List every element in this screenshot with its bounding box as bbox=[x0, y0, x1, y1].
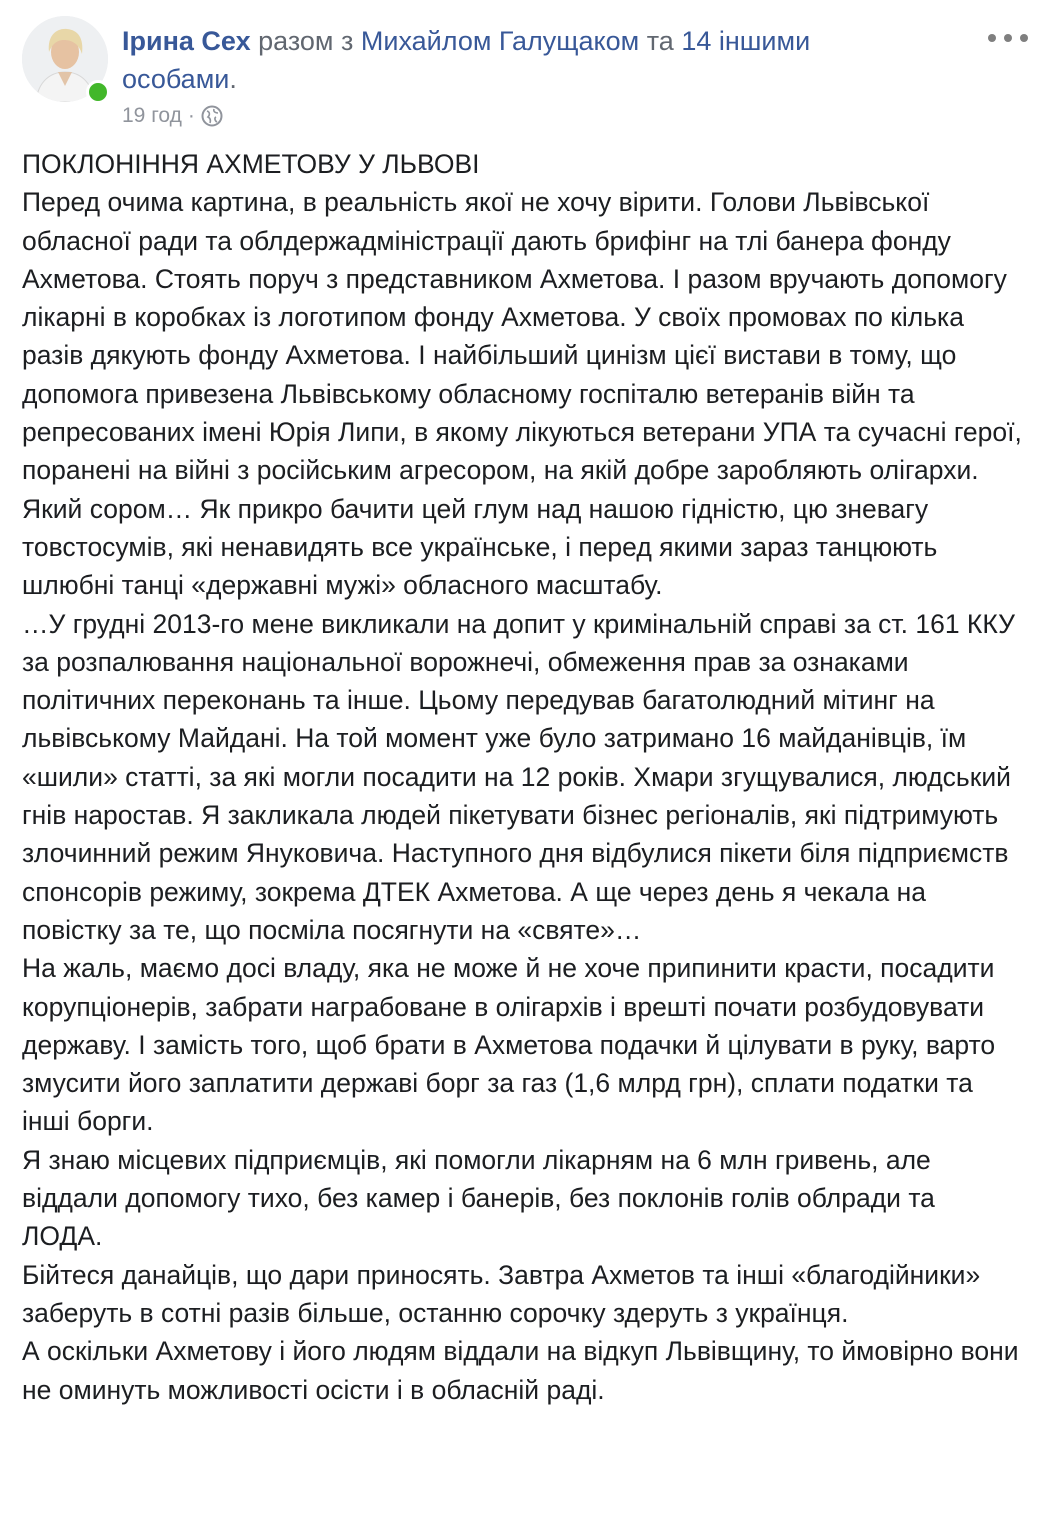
others-link[interactable]: 14 іншими особами bbox=[122, 26, 811, 94]
online-status-indicator bbox=[86, 80, 110, 104]
dot-icon bbox=[1020, 34, 1028, 42]
post-content bbox=[22, 145, 1022, 1409]
dot-icon bbox=[1004, 34, 1012, 42]
post-meta bbox=[122, 102, 223, 130]
post-heading: ПОКЛОНІННЯ АХМЕТОВУ У ЛЬВОВІ bbox=[22, 149, 480, 179]
author-name-link[interactable]: Ірина Сех bbox=[122, 26, 251, 56]
post-header bbox=[0, 0, 1042, 140]
period-text: . bbox=[229, 64, 237, 94]
post-paragraph: Бійтеся данайців, що дари приносять. Завтра Ахметов та інші «благодійники» заберуть в сотні разів більше, останню сорочку здеруть з українця. bbox=[22, 1259, 981, 1328]
with-text: разом з bbox=[258, 26, 354, 56]
tagged-person-link[interactable]: Михайлом Галущаком bbox=[360, 26, 640, 56]
globe-icon[interactable] bbox=[201, 105, 223, 127]
post-paragraph: А оскільки Ахметову і його людям віддали на відкуп Львівщину, то ймовірно вони не оминуть можливості осісти і в обласній раді. bbox=[22, 1336, 1019, 1405]
dot-icon bbox=[988, 34, 996, 42]
and-text: та bbox=[646, 26, 674, 56]
author-line bbox=[122, 22, 922, 98]
post-paragraph: Перед очима картина, в реальність якої не хочу вірити. Голови Львівської обласної ради та облдержадміністрації дають брифінг на тлі банера фонду Ахметова. Стоять поруч з представником Ахметова. І разом вручають допомогу лікарні в коробках із логотипом фонду Ахметова. У своїх промовах по кілька разів дякують фонду Ахметова. І найбільший цинізм цієї вистави в тому, що допомога привезена Львівському обласному госпіталю ветеранів війн та репресованих імені Юрія Липи, в якому лікуються ветерани УПА та сучасні герої, поранені на війні з російським агресором, на якій добре заробляють олігархи. Який сором… Як прикро бачити цей глум над нашою гідністю, цю зневагу товстосумів, які ненавидять все українське, і перед якими зараз танцюють шлюбні танці «державні мужі» обласного масштабу. bbox=[22, 187, 1022, 601]
meta-separator: · bbox=[187, 104, 195, 127]
post-paragraph: На жаль, маємо досі владу, яка не може й не хоче припинити красти, посадити корупціонерів, забрати награбоване в олігархів і врешті почати розбудовувати державу. І замість того, щоб брати в Ахметова подачки й цілувати в руку, варто змусити його заплатити державі борг за газ (1,6 млрд грн), сплати податки та інші борги. bbox=[22, 953, 996, 1137]
more-options-icon[interactable] bbox=[988, 30, 1028, 46]
timestamp-link[interactable]: 19 год bbox=[122, 104, 182, 127]
post-paragraph: …У грудні 2013-го мене викликали на допит у кримінальній справі за ст. 161 ККУ за розпалювання національної ворожнечі, обмеження прав за ознаками політичних переконань та інше. Цьому передував багатолюдний мітинг на львівському Майдані. На той момент уже було затримано 16 майданівців, їм «шили» статті, за які могли посадити на 12 років. Хмари згущувалися, людський гнів наростав. Я закликала людей пікетувати бізнес регіоналів, які підтримують злочинний режим Януковича. Наступного дня відбулися пікети біля підприємств спонсорів режиму, зокрема ДТЕК Ахметова. А ще через день я чекала на повістку за те, що посміла посягнути на «святе»… bbox=[22, 608, 1015, 945]
post-paragraph: Я знаю місцевих підприємців, які помогли лікарням на 6 млн гривень, але віддали допомогу тихо, без камер і банерів, без поклонів голів облради та ЛОДА. bbox=[22, 1144, 935, 1252]
